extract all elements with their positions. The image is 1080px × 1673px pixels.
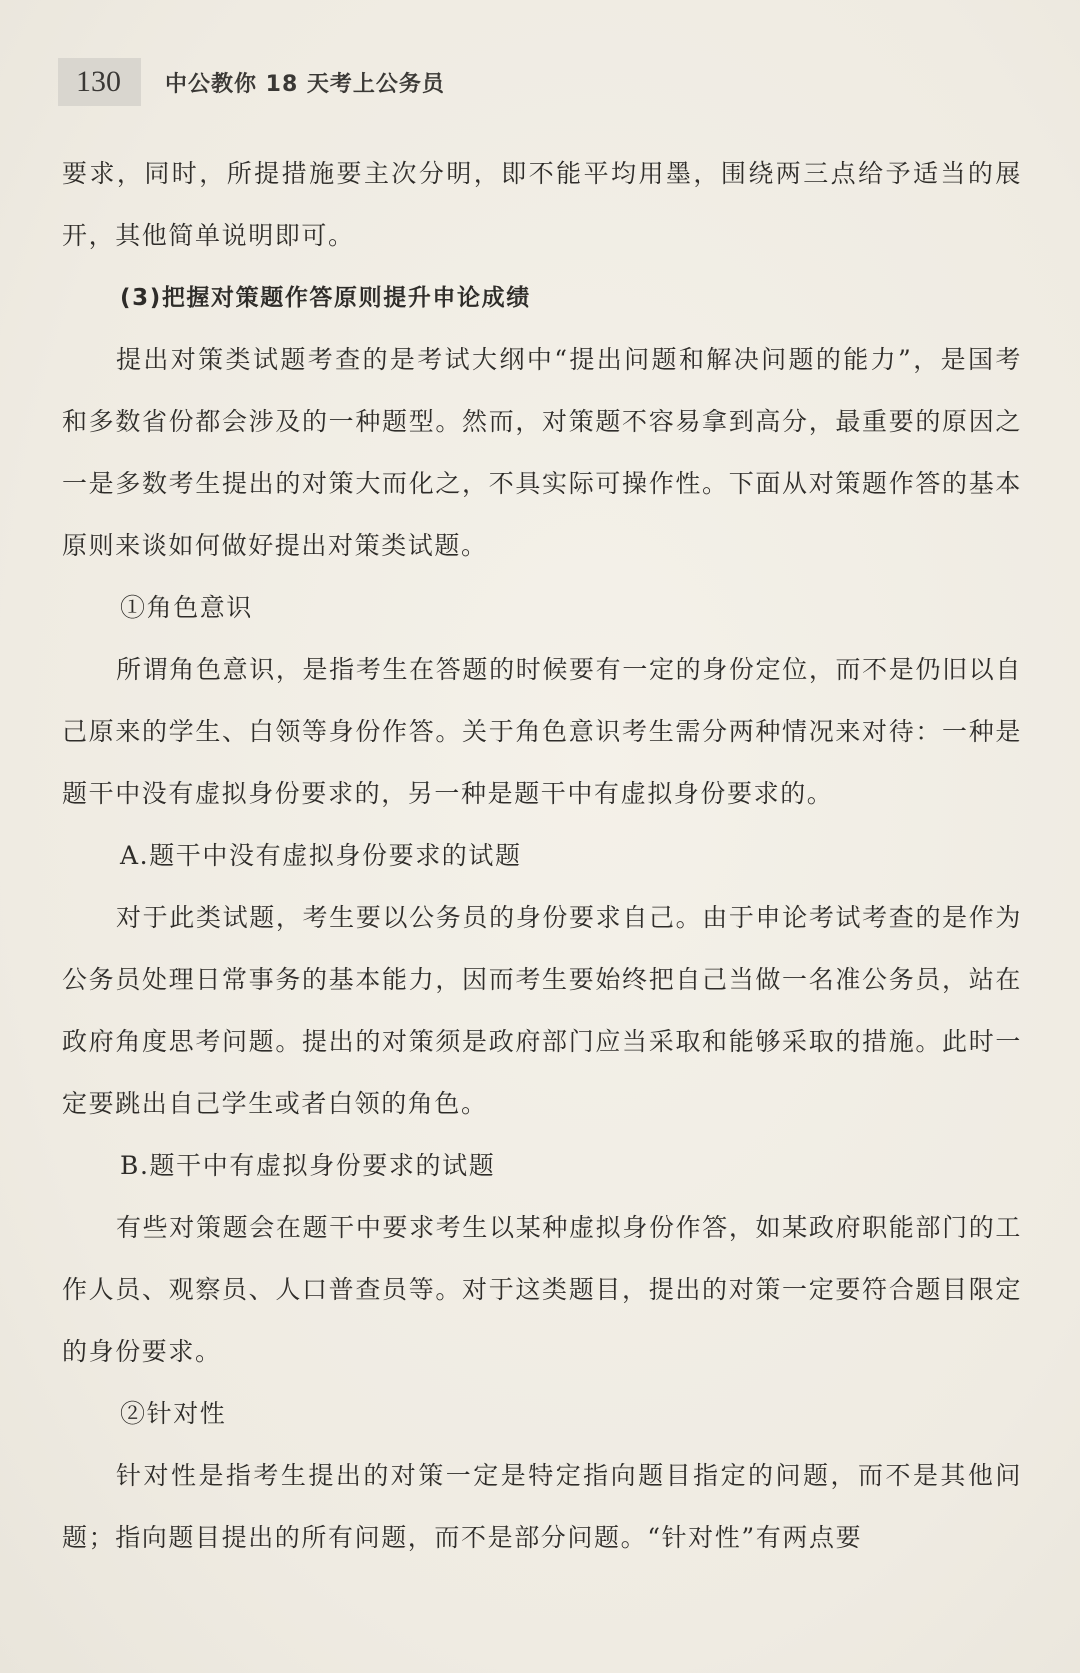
paragraph: 对于此类试题，考生要以公务员的身份要求自己。由于申论考试考查的是作为公务员处理日常事务的基本能力，因而考生要始终把自己当做一名准公务员，站在政府角度思考问题。提出的对策须是政府部门应当采取和能够采取的措施。此时一定要跳出自己学生或者白领的角色。 [62,903,1022,1118]
subheading-b: B.题干中有虚拟身份要求的试题 [120,1151,496,1180]
page-header [58,58,445,106]
subheading-a: A.题干中没有虚拟身份要求的试题 [120,841,522,870]
page-number: 130 [58,58,141,106]
paragraph: 提出对策类试题考查的是考试大纲中“提出问题和解决问题的能力”，是国考和多数省份都会涉及的一种题型。然而，对策题不容易拿到高分，最重要的原因之一是多数考生提出的对策大而化之，不具实际可操作性。下面从对策题作答的基本原则来谈如何做好提出对策类试题。 [62,345,1022,560]
paragraph: 所谓角色意识，是指考生在答题的时候要有一定的身份定位，而不是仍旧以自己原来的学生、白领等身份作答。关于角色意识考生需分两种情况来对待：一种是题干中没有虚拟身份要求的，另一种是题干中有虚拟身份要求的。 [62,655,1022,808]
section-heading: (3)把握对策题作答原则提升申论成绩 [120,285,531,311]
body-text [62,143,1022,1569]
subheading-targeting: ②针对性 [120,1399,227,1428]
paragraph: 有些对策题会在题干中要求考生以某种虚拟身份作答，如某政府职能部门的工作人员、观察员、人口普查员等。对于这类题目，提出的对策一定要符合题目限定的身份要求。 [62,1213,1022,1366]
paragraph-continued: 要求，同时，所提措施要主次分明，即不能平均用墨，围绕两三点给予适当的展开，其他简单说明即可。 [62,159,1022,250]
paragraph: 针对性是指考生提出的对策一定是特定指向题目指定的问题，而不是其他问题；指向题目提出的所有问题，而不是部分问题。“针对性”有两点要 [62,1461,1022,1552]
subheading-role-awareness: ①角色意识 [120,593,254,622]
book-title: 中公教你 18 天考上公务员 [165,71,445,97]
